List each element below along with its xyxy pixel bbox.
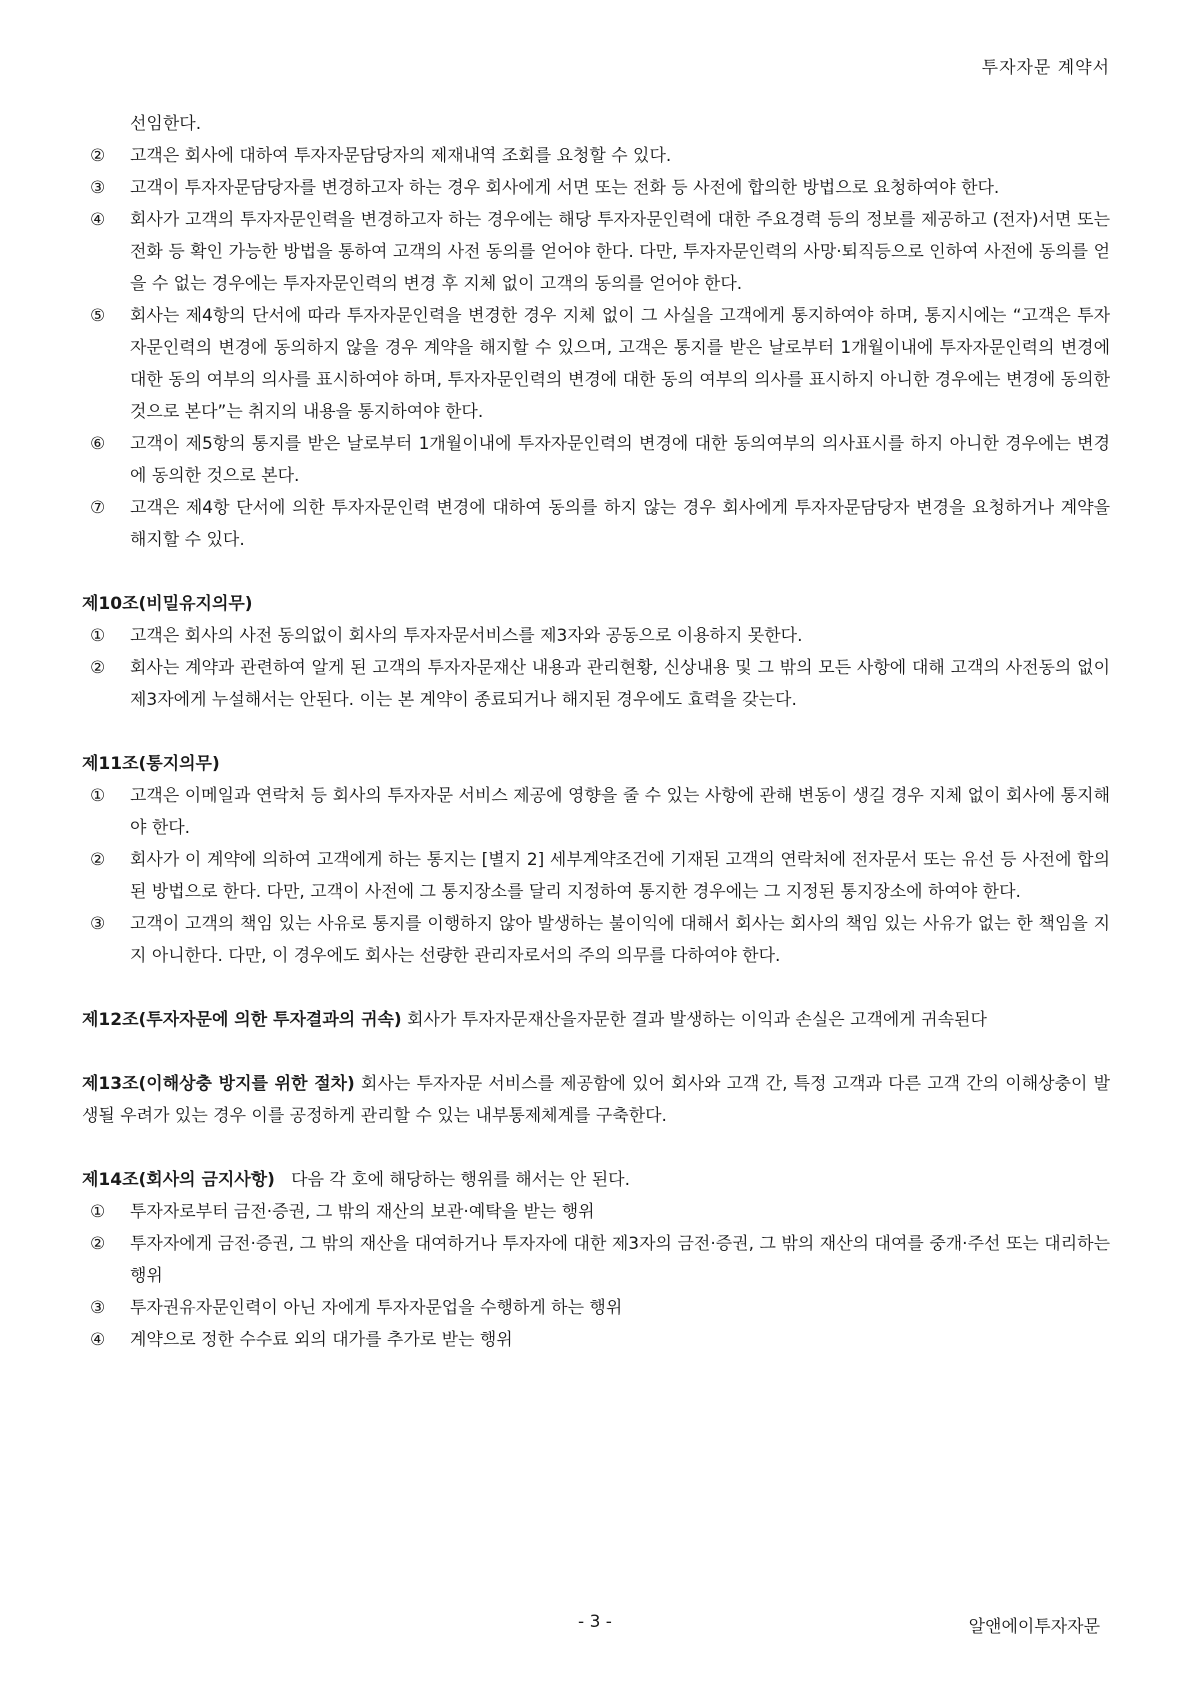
page-number: - 3 - <box>578 1612 612 1632</box>
item-text: 회사가 고객의 투자자문인력을 변경하고자 하는 경우에는 해당 투자자문인력에 대한 주요경력 등의 정보를 제공하고 (전자)서면 또는 전화 등 확인 가능한 방법을 통하여 고객의 사전 동의를 얻어야 한다. 다만, 투자자문인력의 사망·퇴직등으로 인하여 사전에 동의를 얻을 수 없는 경우에는 투자자문인력의 변경 후 지체 없이 고객의 동의를 얻어야 한다. <box>130 210 1110 294</box>
article14-title: 제14조(회사의 금지사항) <box>82 1170 275 1190</box>
item-text: 투자자로부터 금전·증권, 그 밖의 재산의 보관·예탁을 받는 행위 <box>130 1202 595 1222</box>
article10-section <box>82 588 1110 716</box>
item-number: ④ <box>90 210 106 230</box>
item-text: 고객은 제4항 단서에 의한 투자자문인력 변경에 대하여 동의를 하지 않는 경우 회사에게 투자자문담당자 변경을 요청하거나 계약을 해지할 수 있다. <box>130 498 1110 550</box>
article14-item-3 <box>82 1292 1110 1324</box>
article11-title: 제11조(통지의무) <box>82 754 220 774</box>
article14-intro: 다음 각 호에 해당하는 행위를 해서는 안 된다. <box>291 1170 630 1190</box>
article11-item-2 <box>82 844 1110 908</box>
article11-item-3 <box>82 908 1110 972</box>
article14-item-4 <box>82 1324 1110 1356</box>
item-text: 투자자에게 금전·증권, 그 밖의 재산을 대여하거나 투자자에 대한 제3자의 금전·증권, 그 밖의 재산의 대여를 중개·주선 또는 대리하는 행위 <box>130 1234 1110 1286</box>
article10-item-2 <box>82 652 1110 716</box>
article14-item-2 <box>82 1228 1110 1292</box>
article11-section <box>82 748 1110 972</box>
item-text: 회사가 이 계약에 의하여 고객에게 하는 통지는 [별지 2] 세부계약조건에 기재된 고객의 연락처에 전자문서 또는 유선 등 사전에 합의된 방법으로 한다. 다만, 고객이 사전에 그 통지장소를 달리 지정하여 통지한 경우에는 그 지정된 통지장소에 하여야 한다. <box>130 850 1110 902</box>
item-number: ② <box>90 850 106 870</box>
item-text: 고객은 이메일과 연락처 등 회사의 투자자문 서비스 제공에 영향을 줄 수 있는 사항에 관해 변동이 생길 경우 지체 없이 회사에 통지해야 한다. <box>130 786 1110 838</box>
item-number: ③ <box>90 1298 106 1318</box>
document-body <box>82 108 1110 1356</box>
article9-items <box>82 140 1110 556</box>
item-number: ④ <box>90 1330 106 1350</box>
article14-item-1 <box>82 1196 1110 1228</box>
item-text: 고객이 고객의 책임 있는 사유로 통지를 이행하지 않아 발생하는 불이익에 대해서 회사는 회사의 책임 있는 사유가 없는 한 책임을 지지 아니한다. 다만, 이 경우에도 회사는 선량한 관리자로서의 주의 의무를 다하여야 한다. <box>130 914 1110 966</box>
article12-title: 제12조(투자자문에 의한 투자결과의 귀속) <box>82 1010 402 1030</box>
item-number: ② <box>90 1234 106 1254</box>
item-number: ③ <box>90 914 106 934</box>
article9-item-7 <box>82 492 1110 556</box>
item-number: ③ <box>90 178 106 198</box>
item-text: 회사는 계약과 관련하여 알게 된 고객의 투자자문재산 내용과 관리현황, 신상내용 및 그 밖의 모든 사항에 대해 고객의 사전동의 없이 제3자에게 누설해서는 안된다. 이는 본 계약이 종료되거나 해지된 경우에도 효력을 갖는다. <box>130 658 1110 710</box>
article10-item-1 <box>82 620 1110 652</box>
document-header-title: 투자자문 계약서 <box>981 58 1110 78</box>
article13-section <box>82 1068 1110 1132</box>
article12-text: 회사가 투자자문재산을자문한 결과 발생하는 이익과 손실은 고객에게 귀속된다 <box>407 1010 987 1030</box>
item-text: 고객이 투자자문담당자를 변경하고자 하는 경우 회사에게 서면 또는 전화 등 사전에 합의한 방법으로 요청하여야 한다. <box>130 178 1000 198</box>
item-number: ① <box>90 1202 106 1222</box>
article14-section <box>82 1164 1110 1356</box>
article12-section <box>82 1004 1110 1036</box>
item-text: 회사는 제4항의 단서에 따라 투자자문인력을 변경한 경우 지체 없이 그 사실을 고객에게 통지하여야 하며, 통지시에는 “고객은 투자자문인력의 변경에 동의하지 않을 경우 계약을 해지할 수 있으며, 고객은 통지를 받은 날로부터 1개월이내에 투자자문인력의 변경에 대한 동의 여부의 의사를 표시하여야 하며, 투자자문인력의 변경에 대한 동의 여부의 의사를 표시하지 아니한 경우에는 변경에 동의한 것으로 본다”는 취지의 내용을 통지하여야 한다. <box>130 306 1110 422</box>
article9-item-3 <box>82 172 1110 204</box>
article9-item-4 <box>82 204 1110 300</box>
article11-item-1 <box>82 780 1110 844</box>
article9-item-5 <box>82 300 1110 428</box>
item-text: 고객은 회사에 대하여 투자자문담당자의 제재내역 조회를 요청할 수 있다. <box>130 146 672 166</box>
item-number: ① <box>90 786 106 806</box>
article9-item-6 <box>82 428 1110 492</box>
article13-text: 회사는 투자자문 서비스를 제공함에 있어 회사와 고객 간, 특정 고객과 다른 고객 간의 이해상충이 발생될 우려가 있는 경우 이를 공정하게 관리할 수 있는 내부통제체계를 구축한다. <box>82 1074 1111 1126</box>
item-number: ② <box>90 658 106 678</box>
item-number: ⑥ <box>90 434 106 454</box>
article10-title: 제10조(비밀유지의무) <box>82 594 253 614</box>
article13-title: 제13조(이해상충 방지를 위한 절차) <box>82 1074 355 1094</box>
item-number: ⑤ <box>90 306 106 326</box>
item-number: ⑦ <box>90 498 106 518</box>
item-text: 투자권유자문인력이 아닌 자에게 투자자문업을 수행하게 하는 행위 <box>130 1298 623 1318</box>
item-text: 계약으로 정한 수수료 외의 대가를 추가로 받는 행위 <box>130 1330 513 1350</box>
continued-text: 선임한다. <box>130 114 202 134</box>
item-text: 고객이 제5항의 통지를 받은 날로부터 1개월이내에 투자자문인력의 변경에 대한 동의여부의 의사표시를 하지 아니한 경우에는 변경에 동의한 것으로 본다. <box>130 434 1110 486</box>
article9-item-2 <box>82 140 1110 172</box>
item-text: 고객은 회사의 사전 동의없이 회사의 투자자문서비스를 제3자와 공동으로 이용하지 못한다. <box>130 626 803 646</box>
item-number: ① <box>90 626 106 646</box>
item-number: ② <box>90 146 106 166</box>
footer-company-name: 알앤에이투자자문 <box>968 1617 1100 1637</box>
